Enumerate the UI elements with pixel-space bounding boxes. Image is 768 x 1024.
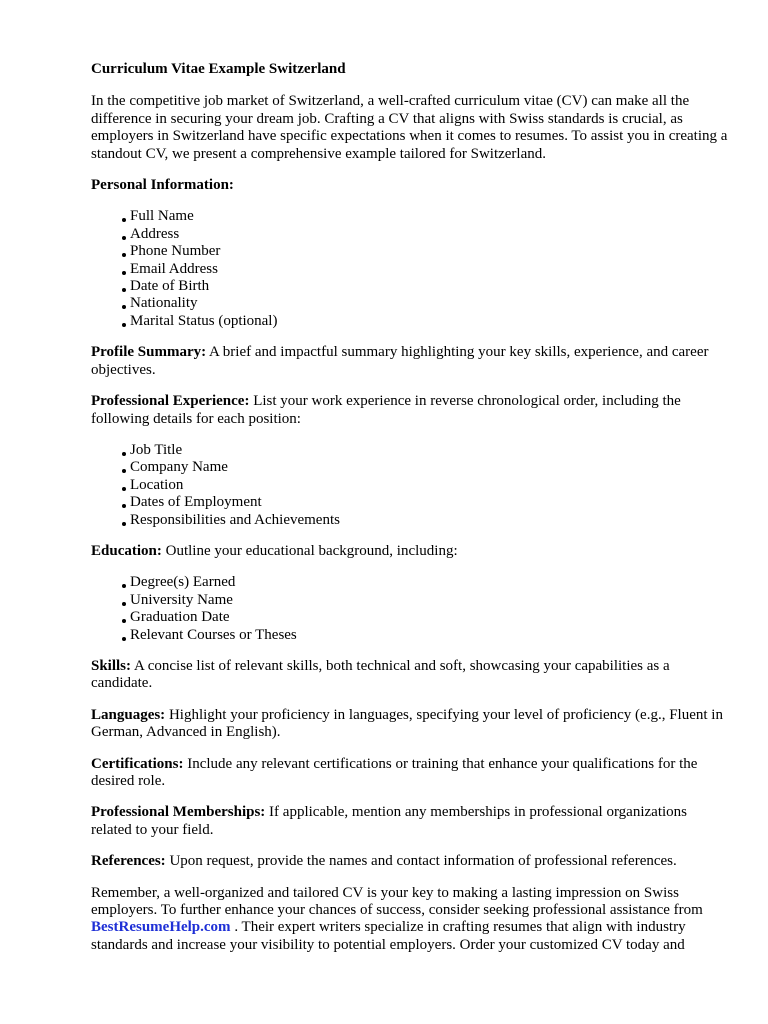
education-section [91,543,731,560]
education-label: Education: [91,542,162,559]
list-item: Email Address [118,261,731,278]
list-item: Nationality [118,295,731,312]
certifications-section [91,756,731,791]
experience-label: Professional Experience: [91,393,250,410]
list-item: Responsibilities and Achievements [118,512,731,529]
list-item: Company Name [118,459,731,476]
skills-label: Skills: [91,657,132,674]
languages-text: Highlight your proficiency in languages, specifying your level of proficiency (e.g., Fluent in German, Advanced in English). [91,706,723,741]
list-item: Dates of Employment [118,494,731,511]
experience-list [91,442,731,529]
profile-summary-text: A brief and impactful summary highlighting your key skills, experience, and career objectives. [91,344,709,378]
memberships-label: Professional Memberships: [91,804,266,821]
memberships-section [91,804,731,839]
profile-summary-label: Profile Summary: [91,344,207,361]
references-label: References: [91,853,166,870]
list-item: Job Title [118,442,731,459]
experience-section [91,393,731,428]
personal-info-label: Personal Information: [91,177,234,194]
references-text: Upon request, provide the names and contact information of professional references. [165,853,677,870]
languages-section [91,707,731,742]
references-section [91,853,731,870]
profile-summary-section [91,344,731,379]
personal-info-list [91,208,731,330]
intro-paragraph: In the competitive job market of Switzerland, a well-crafted curriculum vitae (CV) can make all the difference in securing your dream job. Crafting a CV that aligns with Swiss standards is crucial, as employers in Switzerland have specific expectations when it comes to resumes. To assist you in creating a standout CV, we present a comprehensive example tailored for Switzerland. [91,93,728,162]
certifications-label: Certifications: [91,755,184,772]
closing-text-before: Remember, a well-organized and tailored CV is your key to making a lasting impression on Swiss employers. To further enhance your chances of success, consider seeking professional assistance from [91,884,703,919]
education-text: Outline your educational background, including: [161,542,458,559]
list-item: Phone Number [118,243,731,260]
document-title: Curriculum Vitae Example Switzerland [91,61,346,77]
experience-text: List your work experience in reverse chronological order, including the following details for each position: [91,393,681,427]
best-resume-help-link[interactable]: BestResumeHelp.com [91,919,231,936]
list-item: Relevant Courses or Theses [118,627,731,644]
list-item: Graduation Date [118,609,731,626]
list-item: Degree(s) Earned [118,574,731,591]
list-item: Date of Birth [118,278,731,295]
skills-text: A concise list of relevant skills, both technical and soft, showcasing your capabilities as a candidate. [91,657,670,692]
skills-section [91,658,731,693]
languages-label: Languages: [91,706,166,723]
education-list [91,574,731,644]
list-item: University Name [118,592,731,609]
document-body [91,61,731,968]
personal-info-heading [91,177,731,194]
memberships-text: If applicable, mention any memberships in professional organizations related to your field. [91,804,687,838]
list-item: Location [118,477,731,494]
list-item: Marital Status (optional) [118,313,731,330]
closing-paragraph [91,885,731,955]
closing-text-after: . Their expert writers specialize in crafting resumes that align with industry standards and increase your visibility to potential employers. Order your customized CV today and [91,919,686,953]
list-item: Full Name [118,208,731,225]
certifications-text: Include any relevant certifications or training that enhance your qualifications for the desired role. [91,755,698,789]
list-item: Address [118,226,731,243]
